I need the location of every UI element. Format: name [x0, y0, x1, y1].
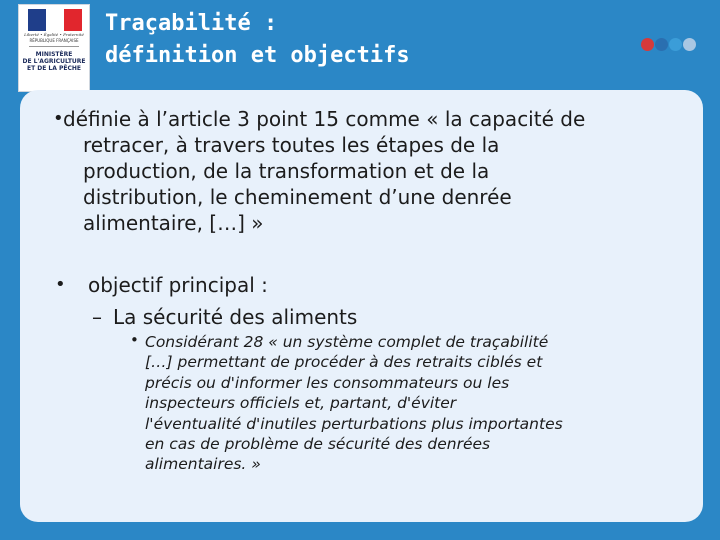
bullet-objective: objectif principal :	[88, 273, 268, 297]
quote-line: l'éventualité d'inutiles perturbations plus importantes	[145, 414, 563, 433]
ministry-line: ET DE LA PÊCHE	[26, 65, 82, 72]
slide-title-line-1: Traçabilité :	[105, 11, 278, 36]
quote-line: […] permettant de procéder à des retraits ciblés et	[145, 353, 543, 372]
ministry-line: DE L'AGRICULTURE	[22, 58, 86, 65]
definition-line: définie à l’article 3 point 15 comme « la capacité de	[63, 107, 586, 131]
quote-line: alimentaires. »	[145, 455, 261, 474]
bullet-marker: •	[53, 108, 64, 129]
definition-line: distribution, le cheminement d’une denrée	[83, 185, 512, 209]
sub-bullet-marker: •	[130, 331, 139, 349]
quote-line: en cas de problème de sécurité des denrées	[145, 435, 491, 454]
quote-line: inspecteurs officiels et, partant, d'éviter	[145, 394, 457, 413]
quote-line: Considérant 28 « un système complet de traçabilité	[145, 333, 549, 351]
dot-light-blue	[683, 38, 696, 51]
slide-title	[105, 8, 410, 72]
logo-divider	[29, 46, 79, 47]
dot-blue	[669, 38, 682, 51]
definition-line: production, de la transformation et de la	[83, 159, 490, 183]
bullet-marker: •	[55, 274, 66, 295]
dot-dark-blue	[655, 38, 668, 51]
logo-ministry-name	[21, 51, 87, 72]
slide-title-line-2: définition et objectifs	[105, 43, 410, 68]
definition-line: retracer, à travers toutes les étapes de la	[83, 133, 500, 157]
considerant-quote	[129, 332, 689, 475]
logo-motto: Liberté • Égalité • Fraternité	[24, 32, 84, 37]
definition-line: alimentaire, […] »	[83, 211, 264, 235]
bullet-definition	[63, 106, 663, 236]
quote-line: précis ou d'informer les consommateurs ou les	[145, 373, 510, 392]
ministry-line: MINISTÈRE	[35, 51, 73, 58]
logo-republic: RÉPUBLIQUE FRANÇAISE	[29, 38, 79, 43]
sub-item-food-safety: La sécurité des aliments	[113, 305, 358, 329]
dash-marker: –	[92, 305, 102, 329]
ministry-logo	[18, 4, 90, 92]
french-flag-icon	[28, 9, 82, 31]
dot-red	[641, 38, 654, 51]
